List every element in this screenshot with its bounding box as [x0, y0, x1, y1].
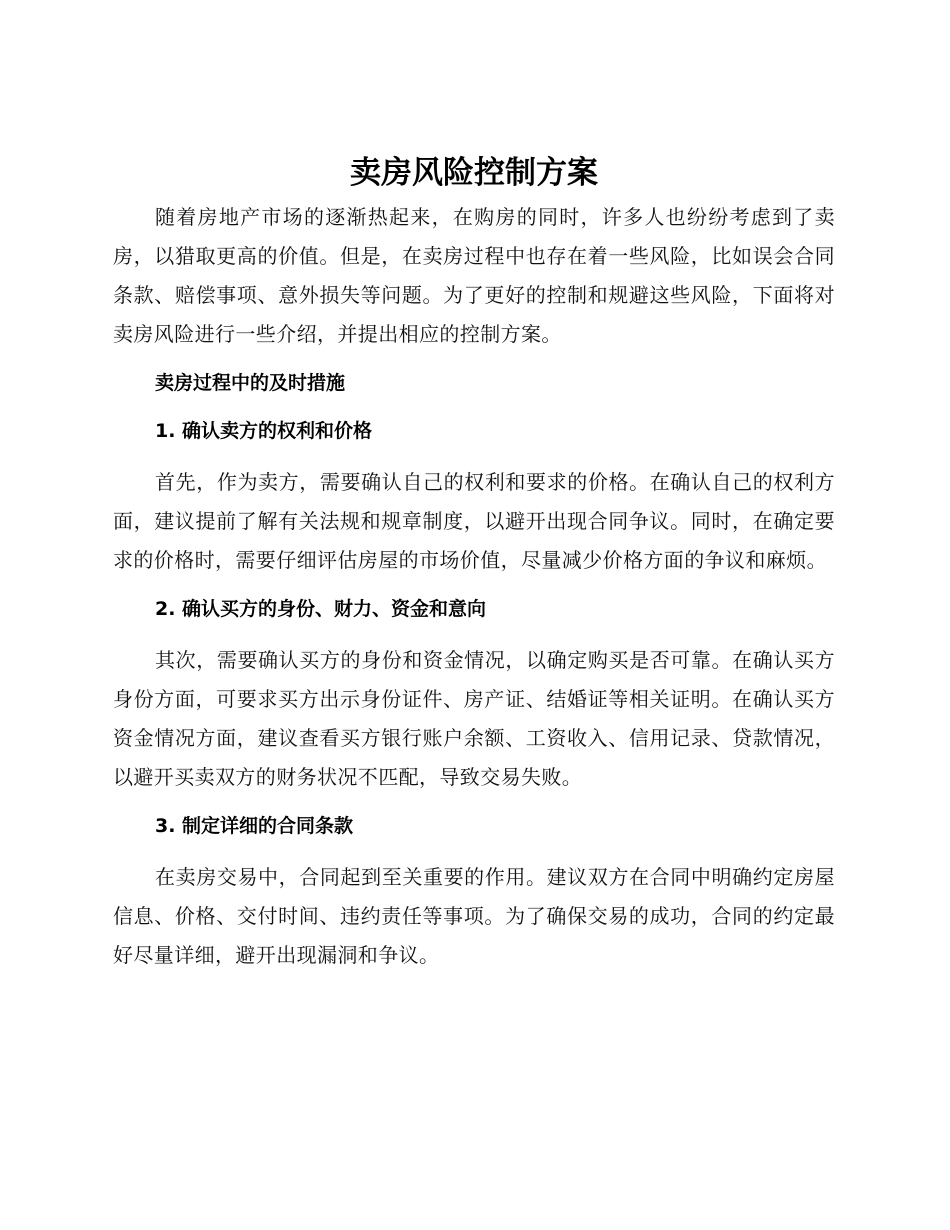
- item-1-heading: 1. 确认卖方的权利和价格: [155, 420, 373, 442]
- spacer: [113, 354, 835, 367]
- document-body: [113, 150, 835, 975]
- spacer: [113, 797, 835, 810]
- spacer: [113, 447, 835, 463]
- section-heading: 卖房过程中的及时措施: [155, 372, 346, 394]
- item-1-paragraph: 首先，作为卖方，需要确认自己的权利和要求的价格。在确认自己的权利方面，建议提前了解有关法规和规章制度，以避开出现合同争议。同时，在确定要求的价格时，需要仔细评估房屋的市场价值，尽量减少价格方面的争议和麻烦。: [113, 470, 835, 572]
- spacer: [113, 580, 835, 593]
- spacer: [113, 625, 835, 641]
- item-3-heading: 3. 制定详细的合同条款: [155, 815, 354, 837]
- spacer: [113, 842, 835, 858]
- item-3-paragraph: 在卖房交易中，合同起到至关重要的作用。建议双方在合同中明确约定房屋信息、价格、交付时间、违约责任等事项。为了确保交易的成功，合同的约定最好尽量详细，避开出现漏洞和争议。: [113, 865, 835, 967]
- intro-paragraph: 随着房地产市场的逐渐热起来，在购房的同时，许多人也纷纷考虑到了卖房，以猎取更高的价值。但是，在卖房过程中也存在着一些风险，比如误会合同条款、赔偿事项、意外损失等问题。为了更好的控制和规避这些风险，下面将对卖房风险进行一些介绍，并提出相应的控制方案。: [113, 205, 835, 346]
- item-2-heading: 2. 确认买方的身份、财力、资金和意向: [155, 598, 487, 620]
- document-title: 卖房风险控制方案: [350, 155, 598, 191]
- item-2-paragraph: 其次，需要确认买方的身份和资金情况，以确定购买是否可靠。在确认买方身份方面，可要求买方出示身份证件、房产证、结婚证等相关证明。在确认买方资金情况方面，建议查看买方银行账户余额、工资收入、信用记录、贷款情况，以避开买卖双方的财务状况不匹配，导致交易失败。: [113, 648, 835, 789]
- spacer: [113, 399, 835, 415]
